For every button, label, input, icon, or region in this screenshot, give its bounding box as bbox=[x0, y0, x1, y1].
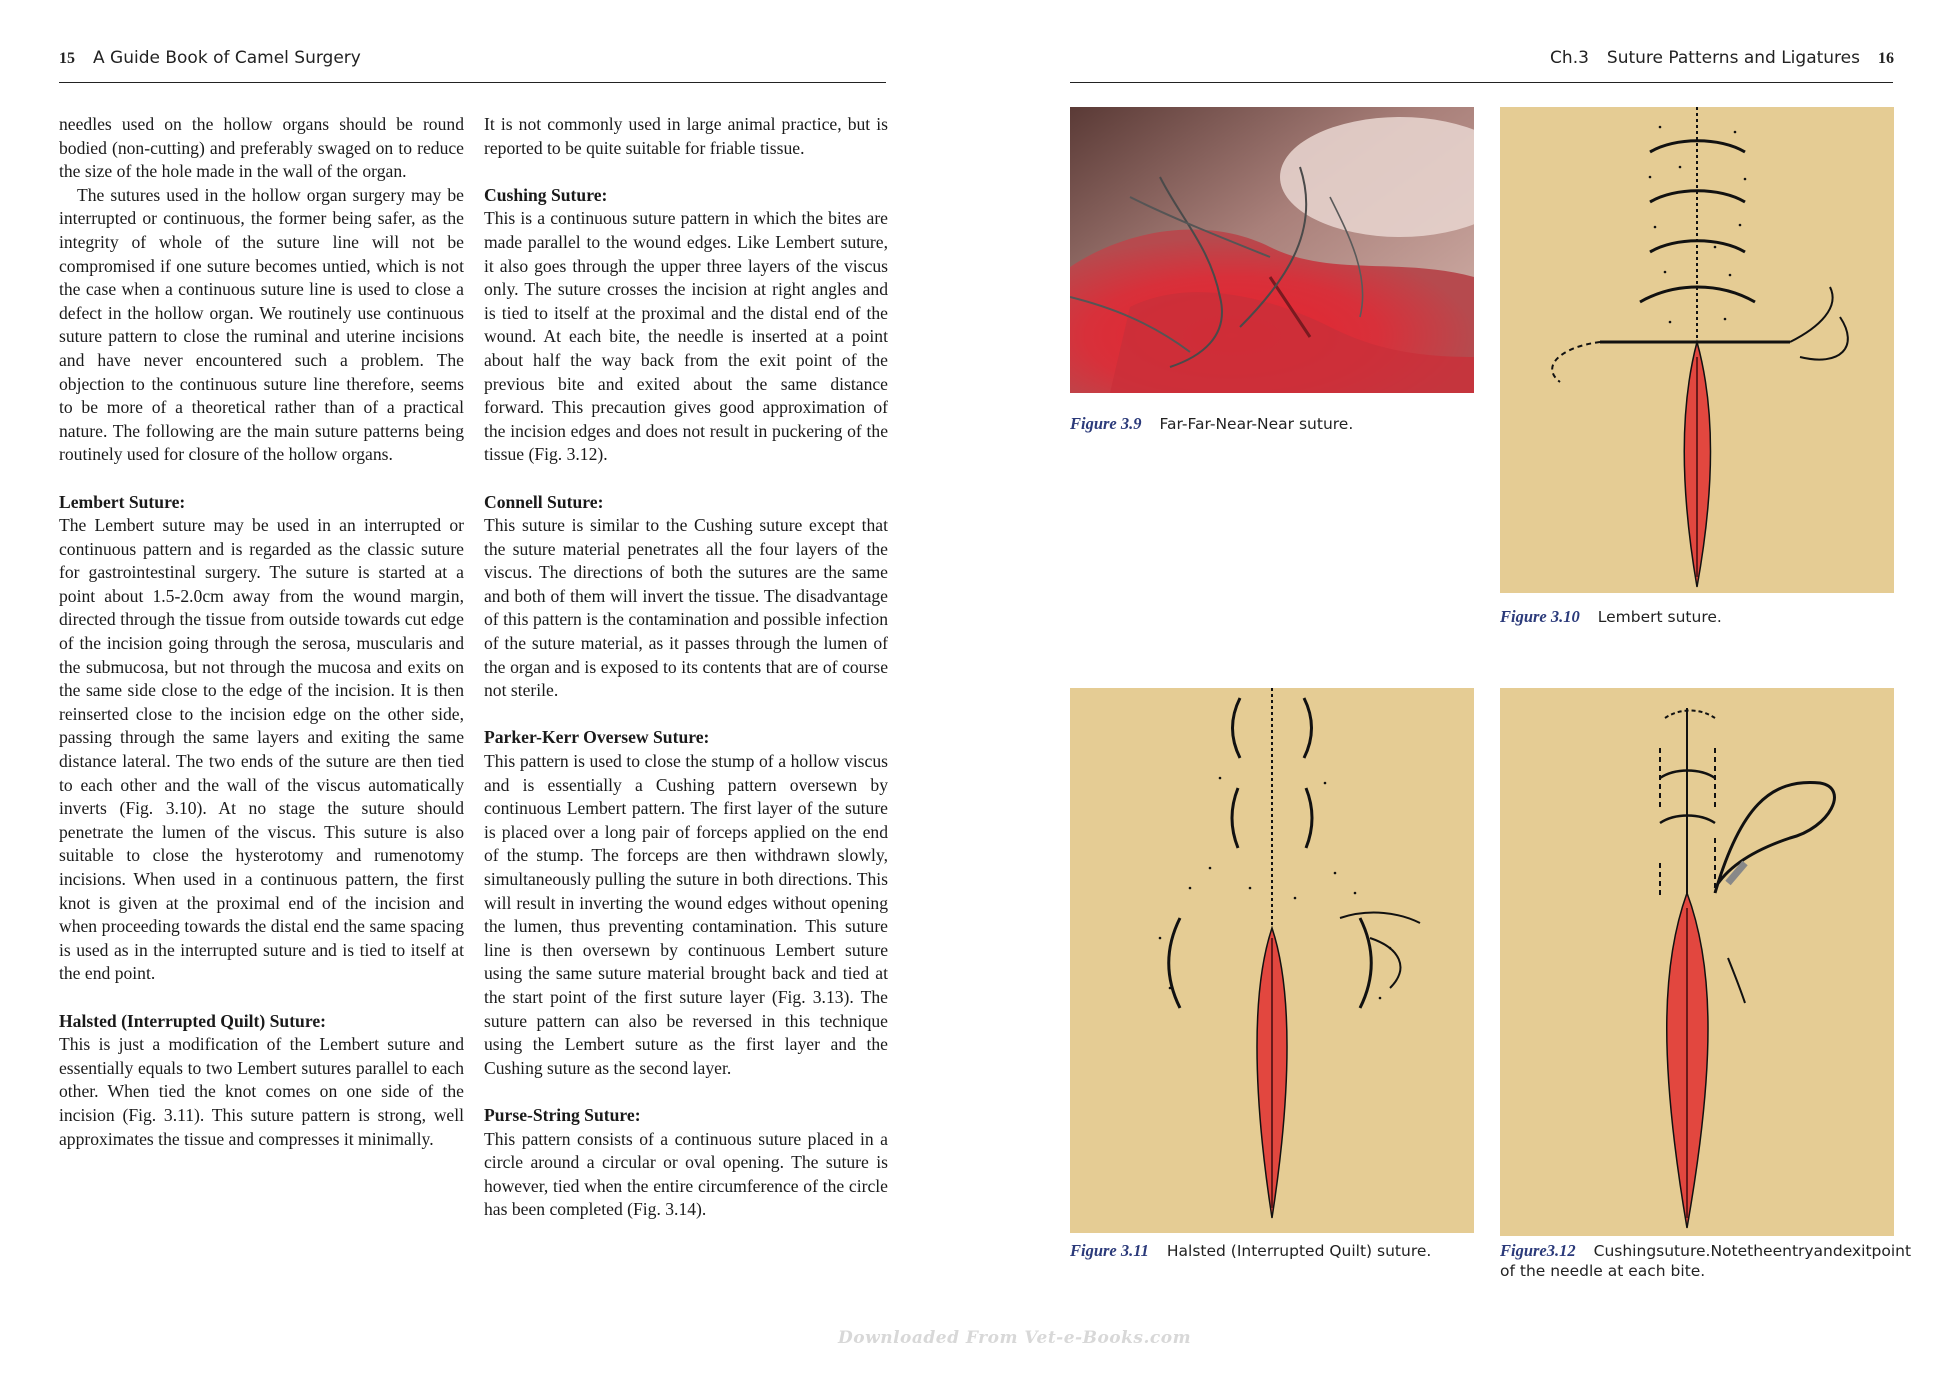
figure-3-11-drawing bbox=[1070, 688, 1474, 1233]
paragraph: It is not commonly used in large animal practice, but is reported to be quite suitable for friable tissue. bbox=[484, 114, 888, 158]
paragraph: needles used on the hollow organs should be round bodied (non-cutting) and preferably swaged on to reduce the size of the hole made in the wall of the organ. bbox=[59, 114, 464, 182]
text-column-2 bbox=[484, 113, 888, 1222]
section-heading: Parker-Kerr Oversew Suture: bbox=[484, 727, 710, 748]
section-parker-kerr bbox=[484, 726, 888, 1080]
paragraph: This is a continuous suture pattern in which the bites are made parallel to the wound edges. Like Lembert suture, it also goes through the upper three layers of the viscus only. The suture crosses the incision at right angles and is tied to itself at the proximal and the distal end of the wound. At each bite, the needle is inserted at a point about half the way back from the exit point of the previous bite and exited about the same distance forward. This precaution gives good approximation of the incision edges and does not result in puckering of the tissue (Fig. 3.12). bbox=[484, 208, 888, 465]
section-connell bbox=[484, 491, 888, 703]
figure-label: Figure 3.10 bbox=[1500, 607, 1580, 626]
figure-caption-text: Cushingsuture.Notetheentryandexitpoint of the needle at each bite. bbox=[1500, 1242, 1912, 1280]
section-heading: Halsted (Interrupted Quilt) Suture: bbox=[59, 1010, 326, 1031]
right-page-header bbox=[1550, 48, 1894, 68]
watermark: Downloaded From Vet-e-Books.com bbox=[838, 1328, 1192, 1348]
right-page bbox=[960, 0, 1946, 1376]
figure-3-10-drawing bbox=[1500, 107, 1894, 593]
figure-caption-text: Far-Far-Near-Near suture. bbox=[1159, 415, 1354, 433]
chapter-label: Ch.3 bbox=[1550, 48, 1589, 68]
section-purse-string bbox=[484, 1104, 888, 1222]
right-header-rule bbox=[1070, 82, 1893, 83]
paragraph: This pattern is used to close the stump of a hollow viscus and is essentially a Cushing pattern oversewn by continuous Lembert pattern. The first layer of the suture is placed over a long pair of forceps applied on the end of the stump. The forceps are then withdrawn slowly, simultaneously pulling the suture in both directions. This will result in inverting the wound edges without opening the lumen, thus preventing contamination. This suture line is then oversewn by continuous Lembert suture using the same suture material brought back and tied at the start point of the first suture layer (Fig. 3.13). The suture pattern can also be reversed in this technique using the Lembert suture as the first layer and the Cushing suture as the second layer. bbox=[484, 751, 888, 1078]
right-page-number: 16 bbox=[1878, 50, 1894, 67]
figure-3-12-drawing bbox=[1500, 688, 1894, 1236]
section-cushing bbox=[484, 184, 888, 467]
figure-label: Figure 3.9 bbox=[1070, 414, 1142, 433]
paragraph: The sutures used in the hollow organ surgery may be interrupted or continuous, the former being safer, as the integrity of whole of the suture line will not be compromised if one suture becomes untied, which is not the case when a continuous suture line is used to close a defect in the hollow organ. We routinely use continuous suture pattern to close the ruminal and uterine incisions and have never encountered such a problem. The objection to the continuous suture line therefore, seems to be more of a theoretical rather than of a practical nature. The following are the main suture patterns being routinely used for closure of the hollow organs. bbox=[59, 184, 464, 465]
chapter-title: Suture Patterns and Ligatures bbox=[1606, 48, 1860, 68]
paragraph: The Lembert suture may be used in an interrupted or continuous pattern and is regarded as the classic suture for gastrointestinal surgery. The suture is started at a point about 1.5-2.0cm away from the wound margin, directed through the tissue from outside towards cut edge of the incision going through the serosa, muscularis and the submucosa, but not through the mucosa and exits on the same side close to the edge of the incision. It is then reinserted close to the incision edge on the other side, passing through the same layers and exiting the same distance lateral. The two ends of the suture are then tied to each other and the wall of the viscus automatically inverts (Fig. 3.10). At no stage the suture should penetrate the lumen of the viscus. This suture is also suitable to close the hysterotomy and rumenotomy incisions. When used in a continuous pattern, the first knot is given at the proximal end of the incision and when proceeding towards the distal end the same spacing is used as in the interrupted suture and is tied to itself at the end point. bbox=[59, 515, 464, 984]
figure-3-10-caption bbox=[1500, 607, 1894, 627]
left-page-number: 15 bbox=[59, 50, 75, 67]
paragraph: This suture is similar to the Cushing suture except that the suture material penetrates all the four layers of the viscus. The directions of both the sutures are the same and both of them will invert the tissue. The disadvantage of this pattern is the contamination and possible infection of the suture material, as it passes through the lumen of the organ and is exposed to its contents that are of course not sterile. bbox=[484, 515, 888, 701]
left-page-header bbox=[59, 48, 361, 68]
figure-3-11-caption bbox=[1070, 1241, 1474, 1261]
figure-label: Figure3.12 bbox=[1500, 1241, 1576, 1260]
section-lembert bbox=[59, 491, 464, 986]
section-heading: Lembert Suture: bbox=[59, 491, 186, 512]
text-column-1 bbox=[59, 113, 464, 1151]
book-title: A Guide Book of Camel Surgery bbox=[93, 48, 361, 68]
figure-caption-text: Halsted (Interrupted Quilt) suture. bbox=[1166, 1242, 1432, 1260]
left-page bbox=[0, 0, 960, 1376]
figure-3-9-photo bbox=[1070, 107, 1474, 393]
figure-label: Figure 3.11 bbox=[1070, 1241, 1149, 1260]
section-heading: Purse-String Suture: bbox=[484, 1104, 641, 1125]
paragraph: This is just a modification of the Lembert suture and essentially equals to two Lembert sutures parallel to each other. When tied the knot comes on one side of the incision (Fig. 3.11). This suture pattern is strong, well approximates the tissue and compresses it minimally. bbox=[59, 1034, 464, 1149]
paragraph: This pattern consists of a continuous suture placed in a circle around a circular or oval opening. The suture is however, tied when the entire circumference of the circle has been completed (Fig. 3.14). bbox=[484, 1128, 888, 1220]
section-heading: Connell Suture: bbox=[484, 491, 604, 512]
figure-3-9-caption bbox=[1070, 414, 1474, 434]
figure-caption-text: Lembert suture. bbox=[1597, 608, 1722, 626]
section-halsted bbox=[59, 1010, 464, 1152]
section-heading: Cushing Suture: bbox=[484, 184, 608, 205]
left-header-rule bbox=[59, 82, 886, 83]
figure-3-12-caption bbox=[1500, 1241, 1910, 1281]
